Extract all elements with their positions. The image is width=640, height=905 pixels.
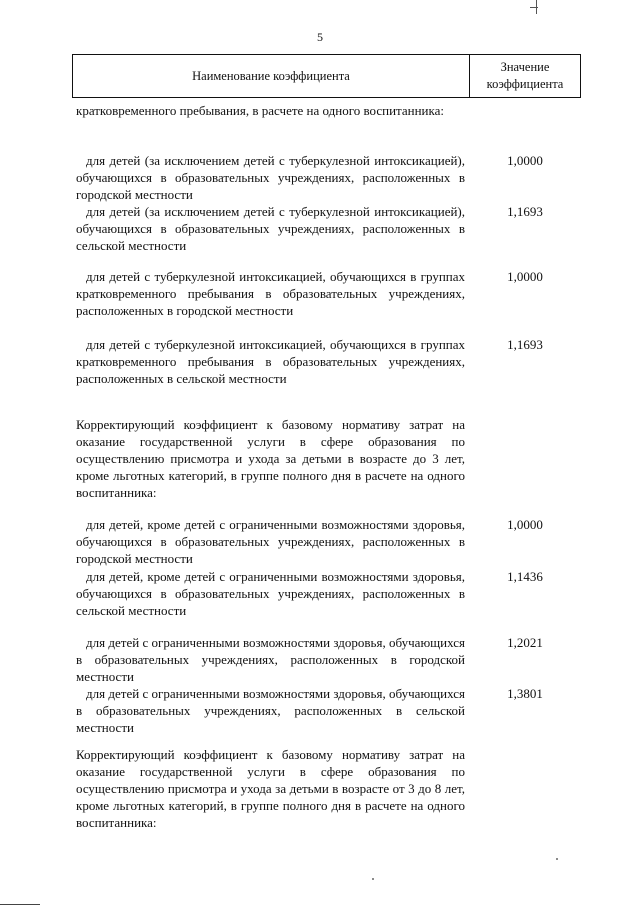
table-header [72,54,581,98]
scan-artifact-dot [372,878,374,880]
intro-continuation: кратковременного пребывания, в расчете на одного воспитанника: [76,103,445,118]
row-text: для детей, кроме детей с ограниченными возможностями здоровья, обучающихся в образовательных учреждениях, расположенных в городской местности [76,517,465,566]
header-value-line2: коэффициента [486,77,564,91]
header-value-column [470,55,580,97]
row-value: 1,0000 [507,269,543,284]
section-header: Корректирующий коэффициент к базовому нормативу затрат на оказание государственной услуги в сфере образования по осуществлению присмотра и ухода за детьми в возрасте до 3 лет, кроме льготных категорий, в группе полного дня в расчете на одного воспитанника: [76,417,465,500]
section-header: Корректирующий коэффициент к базовому нормативу затрат на оказание государственной услуги в сфере образования по осуществлению присмотра и ухода за детьми в возрасте от 3 до 8 лет, кроме льготных категорий, в группе полного дня в расчете на одного воспитанника: [76,747,465,830]
row-text: для детей (за исключением детей с туберкулезной интоксикацией), обучающихся в образовательных учреждениях, расположенных в сельской местности [76,204,465,253]
scan-artifact-dot [556,858,558,860]
scan-mark-tick [530,7,538,8]
row-value: 1,1436 [507,569,543,584]
row-text: для детей с туберкулезной интоксикацией, обучающихся в группах кратковременного пребывания в образовательных учреждениях, расположенных в сельской местности [76,337,465,386]
row-value: 1,3801 [507,686,543,701]
header-name-column: Наименование коэффициента [192,68,350,83]
row-value: 1,1693 [507,337,543,352]
row-value: 1,0000 [507,517,543,532]
header-value-line1: Значение [500,60,550,74]
page-number: 5 [317,30,323,44]
row-text: для детей, кроме детей с ограниченными возможностями здоровья, обучающихся в образовательных учреждениях, расположенных в сельской местности [76,569,465,618]
row-value: 1,1693 [507,204,543,219]
row-text: для детей с ограниченными возможностями здоровья, обучающихся в образовательных учреждениях, расположенных в сельской местности [76,686,465,735]
row-text: для детей (за исключением детей с туберкулезной интоксикацией), обучающихся в образовательных учреждениях, расположенных в городской местности [76,153,465,202]
row-value: 1,0000 [507,153,543,168]
row-value: 1,2021 [507,635,543,650]
row-text: для детей с ограниченными возможностями здоровья, обучающихся в образовательных учреждениях, расположенных в городской местности [76,635,465,684]
row-text: для детей с туберкулезной интоксикацией, обучающихся в группах кратковременного пребывания в образовательных учреждениях, расположенных в городской местности [76,269,465,318]
